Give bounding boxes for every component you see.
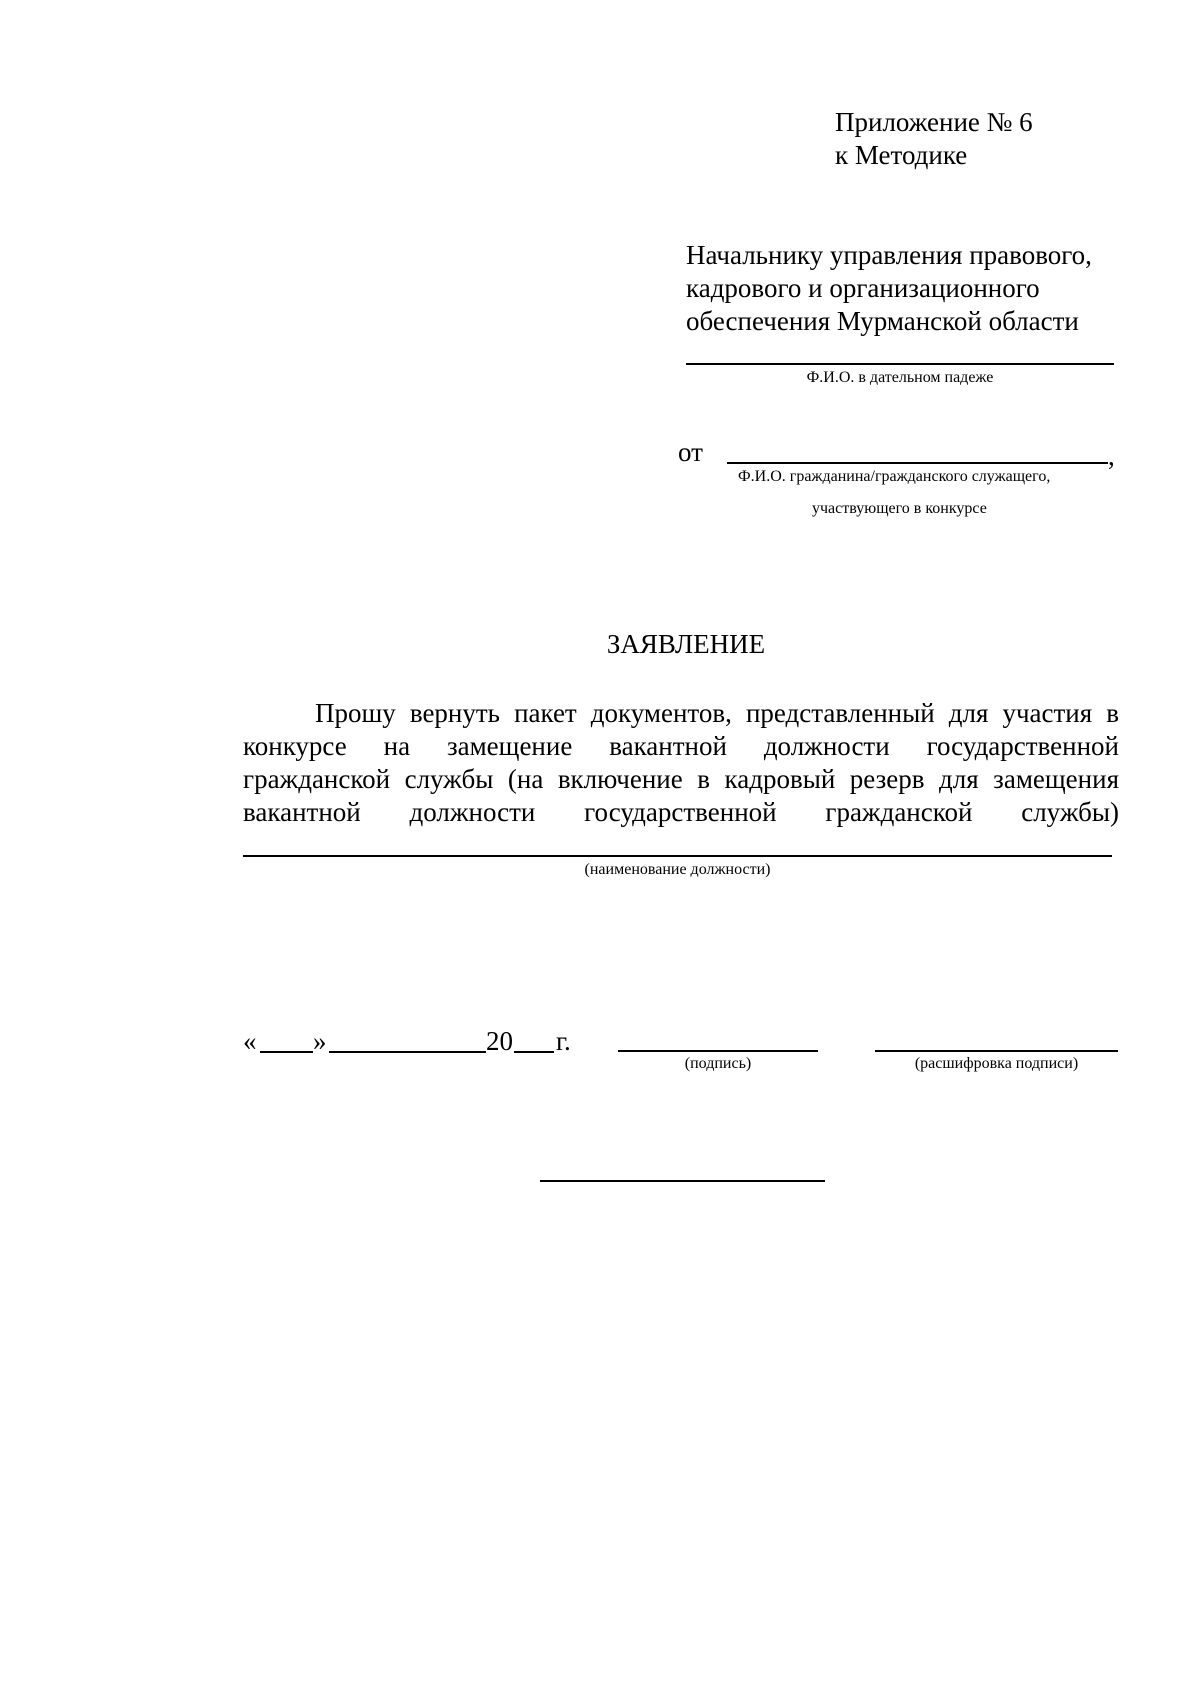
appendix-number: Приложение № 6 [835,107,1033,137]
date-day-field[interactable] [260,1051,313,1053]
document-title: ЗАЯВЛЕНИЕ [606,629,766,659]
body-line-3: гражданской службы (на включение в кадровый резерв для замещения [243,764,1119,794]
applicant-caption-line-1: Ф.И.О. гражданина/гражданского служащего, [738,468,1051,485]
addressee-line-3: обеспечения Мурманской области [686,306,1079,336]
addressee-line-2: кадрового и организационного [686,273,1040,303]
from-comma: , [1108,441,1115,471]
date-quote-open: « [243,1026,257,1056]
bottom-separator-line [540,1180,825,1182]
date-year-field[interactable] [514,1051,554,1053]
date-quote-close: » [313,1026,327,1056]
position-name-caption: (наименование должности) [584,861,771,878]
date-year-suffix: г. [556,1026,571,1056]
from-prefix: от [678,437,703,467]
applicant-fio-field[interactable] [727,462,1108,464]
date-month-field[interactable] [329,1051,486,1053]
signature-caption: (подпись) [684,1055,752,1072]
appendix-reference: к Методике [835,140,968,170]
signature-field[interactable] [618,1050,818,1052]
body-line-2: конкурсе на замещение вакантной должности государственной [243,731,1119,761]
addressee-fio-caption: Ф.И.О. в дательном падеже [806,369,994,386]
signature-decoding-field[interactable] [875,1050,1118,1052]
body-line-1: Прошу вернуть пакет документов, представленный для участия в [315,698,1119,728]
addressee-line-1: Начальнику управления правового, [686,240,1092,270]
applicant-caption-line-2: участвующего в конкурсе [812,500,987,517]
position-name-field[interactable] [243,855,1112,857]
signature-decoding-caption: (расшифровка подписи) [914,1055,1079,1072]
date-year-prefix: 20 [486,1026,513,1056]
body-line-4: вакантной должности государственной гражданской службы) [243,797,1119,827]
addressee-fio-field[interactable] [686,363,1114,365]
